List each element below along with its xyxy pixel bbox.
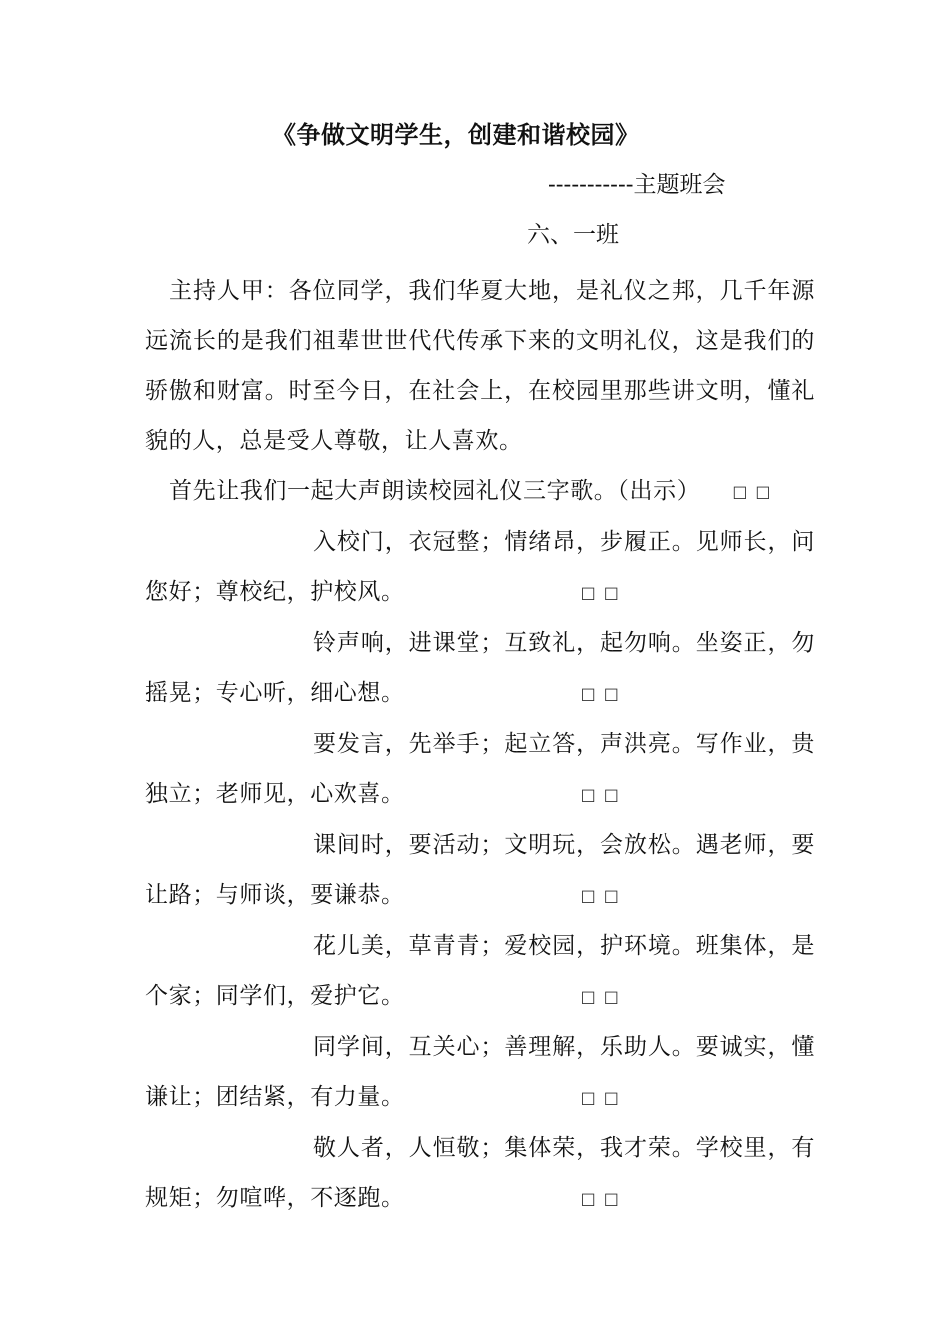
verse-paragraph	[145, 1022, 815, 1123]
verse-paragraph	[145, 921, 815, 1022]
class-name: 六、一班	[527, 222, 619, 248]
end-marks: □□	[732, 482, 779, 501]
verse-text: 花儿美，草青青；爱校园，护环境。班集体，是个家；同学们，爱护它。	[145, 933, 815, 1009]
verse-text: 课间时，要活动；文明玩，会放松。遇老师，要让路；与师谈，要谦恭。	[145, 832, 815, 908]
end-marks: □□	[580, 785, 627, 804]
verse-paragraph	[145, 618, 815, 719]
document-body	[145, 266, 815, 1224]
verse-text: 要发言，先举手；起立答，声洪亮。写作业，贵独立；老师见，心欢喜。	[145, 731, 815, 807]
intro-paragraph: 主持人甲：各位同学，我们华夏大地，是礼仪之邦，几千年源远流长的是我们祖辈世世代代传承下来的文明礼仪，这是我们的骄傲和财富。时至今日，在社会上，在校园里那些讲文明，懂礼貌的人，总是受人尊敬，让人喜欢。	[145, 278, 815, 454]
lead-paragraph-text: 首先让我们一起大声朗读校园礼仪三字歌。（出示）	[169, 478, 701, 504]
verse-paragraph	[145, 719, 815, 820]
lead-paragraph	[145, 466, 815, 517]
end-marks: □□	[580, 1088, 627, 1107]
verse-text: 敬人者，人恒敬；集体荣，我才荣。学校里，有规矩；勿喧哗，不逐跑。	[145, 1135, 815, 1211]
end-marks: □□	[580, 684, 627, 703]
verse-paragraph	[145, 820, 815, 921]
verse-text: 同学间，互关心；善理解，乐助人。要诚实，懂谦让；团结紧，有力量。	[145, 1034, 815, 1110]
end-marks: □□	[580, 583, 627, 602]
document-title: 《争做文明学生，创建和谐校园》	[272, 121, 640, 149]
verse-paragraph	[145, 517, 815, 618]
end-marks: □□	[580, 1189, 627, 1208]
document-subtitle: -----------主题班会	[548, 172, 726, 198]
end-marks: □□	[580, 987, 627, 1006]
verse-text: 铃声响，进课堂；互致礼，起勿响。坐姿正，勿摇晃；专心听，细心想。	[145, 630, 815, 706]
end-marks: □□	[580, 886, 627, 905]
verse-paragraph	[145, 1123, 815, 1224]
verse-text: 入校门，衣冠整；情绪昂，步履正。见师长，问您好；尊校纪，护校风。	[145, 529, 815, 605]
